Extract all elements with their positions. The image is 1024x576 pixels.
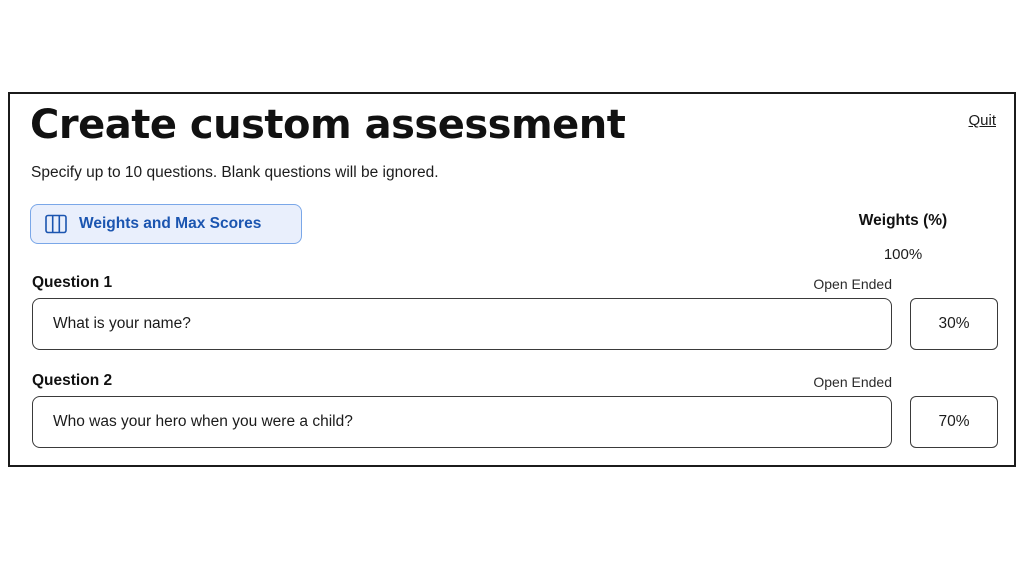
panel-content [10,94,1014,465]
question-1-type: Open Ended [813,276,892,292]
weights-column-header: Weights (%) [858,212,948,229]
question-2-input[interactable] [32,396,892,448]
custom-assessment-panel [8,92,1016,467]
page-subtitle: Specify up to 10 questions. Blank questions will be ignored. [31,164,439,181]
question-2-weight-input[interactable] [910,396,998,448]
question-1-input[interactable] [32,298,892,350]
question-1-weight-input[interactable] [910,298,998,350]
question-2-type: Open Ended [813,374,892,390]
columns-icon [45,213,67,235]
tab-weights-label: Weights and Max Scores [79,215,262,232]
page-title: Create custom assessment [30,102,626,148]
tab-weights-and-max-scores[interactable] [30,204,302,244]
question-1-label: Question 1 [32,274,113,291]
quit-link[interactable]: Quit [968,112,996,129]
question-2-label: Question 2 [32,372,113,389]
weights-total-value: 100% [883,246,923,263]
